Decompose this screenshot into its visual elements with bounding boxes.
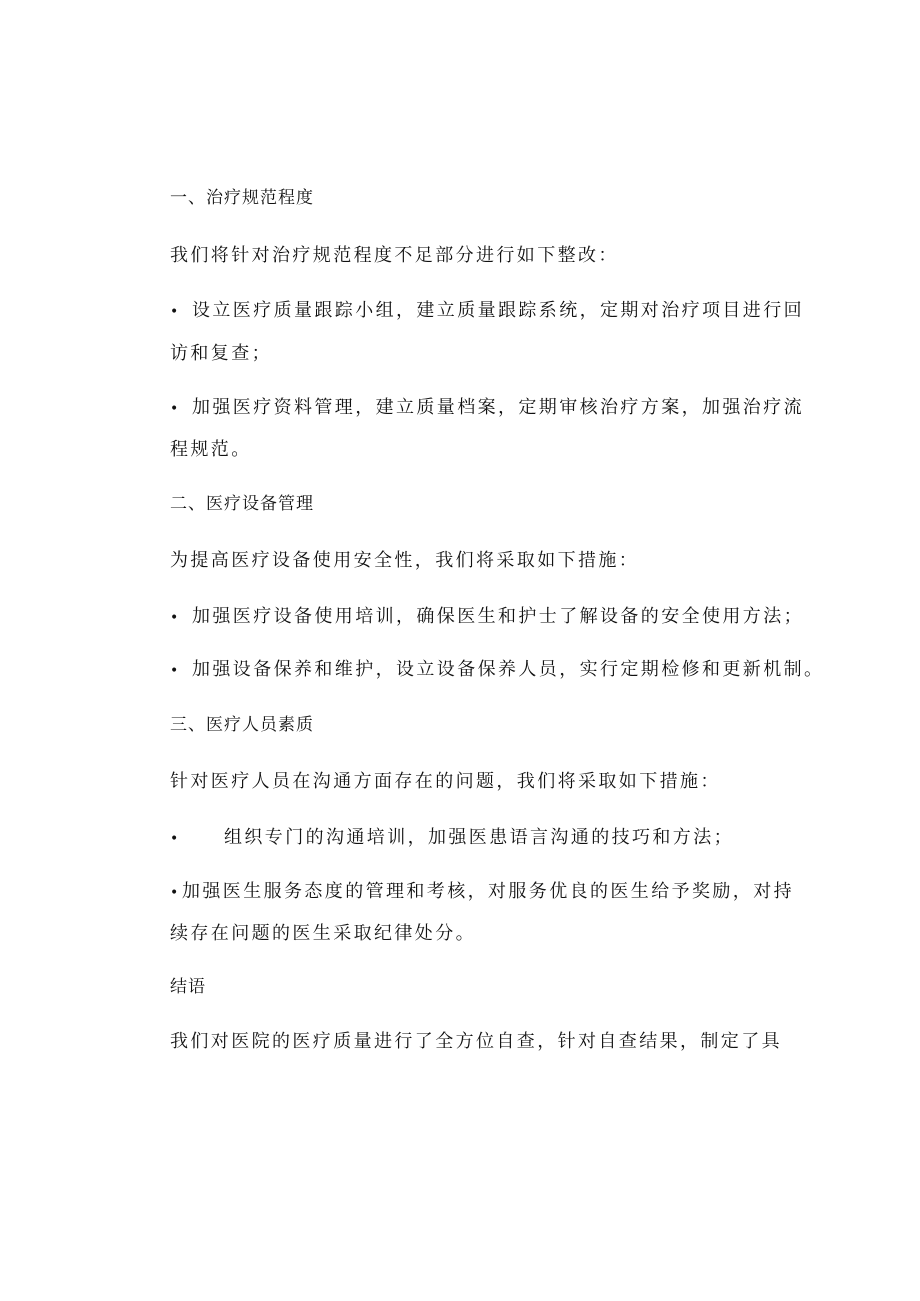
bullet-text: 加强设备保养和维护，设立设备保养人员，实行定期检修和更新机制。 [192,659,825,680]
section-heading-treatment-standards: 一、治疗规范程度 [170,188,314,208]
bullet-text-line1: 加强医生服务态度的管理和考核，对服务优良的医生给予奖励，对持 [182,881,794,902]
bullet-item-records-management [0,396,920,421]
section-heading-staff-quality: 三、医疗人员素质 [170,715,314,735]
conclusion-text: 我们对医院的医疗质量进行了全方位自查，针对自查结果，制定了具 [170,1031,782,1052]
bullet-text-line2: 程规范。 [170,439,252,460]
bullet-marker: • [170,885,181,901]
bullet-item-tracking-group [0,299,920,324]
bullet-marker: • [170,401,181,417]
bullet-item-equipment-maintenance [0,658,920,683]
section-intro-staff: 针对医疗人员在沟通方面存在的问题，我们将采取如下措施： [170,771,721,792]
bullet-marker: • [170,610,181,626]
section-heading-equipment-management: 二、医疗设备管理 [170,494,314,514]
bullet-item-communication-training [0,826,920,851]
bullet-text: 组织专门的沟通培训，加强医患语言沟通的技巧和方法； [224,827,734,848]
section-intro-treatment: 我们将针对治疗规范程度不足部分进行如下整改： [170,245,619,266]
bullet-text-line2: 续存在问题的医生采取纪律处分。 [170,923,476,944]
bullet-marker: • [170,663,181,679]
section-heading-conclusion: 结语 [170,977,206,997]
bullet-item-equipment-training [0,605,920,630]
bullet-marker: • [170,304,181,320]
bullet-item-service-attitude [0,880,920,905]
bullet-text-line1: 加强医疗资料管理，建立质量档案，定期审核治疗方案，加强治疗流 [192,397,804,418]
bullet-marker: • [170,831,181,847]
section-intro-equipment: 为提高医疗设备使用安全性，我们将采取如下措施： [170,550,640,571]
bullet-text-line1: 设立医疗质量跟踪小组，建立质量跟踪系统，定期对治疗项目进行回 [192,300,804,321]
bullet-text: 加强医疗设备使用培训，确保医生和护士了解设备的安全使用方法； [192,606,804,627]
bullet-text-line2: 访和复查； [170,343,272,364]
